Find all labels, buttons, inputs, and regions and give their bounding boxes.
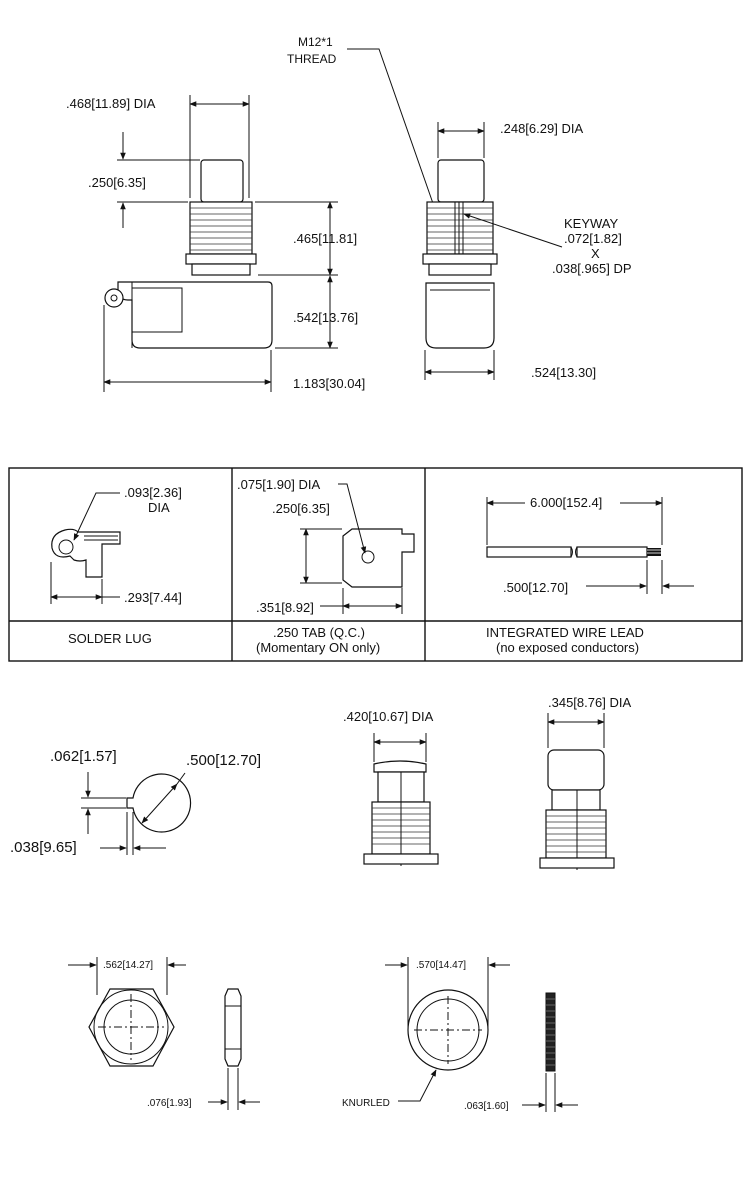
wire-dim-500-label: .500[12.70] <box>503 580 569 595</box>
dim-250-label: .250[6.35] <box>88 175 146 190</box>
panel-cutout <box>10 748 261 856</box>
side-view <box>66 95 365 392</box>
dim-465-label: .465[11.81] <box>293 231 358 246</box>
knurled-label: KNURLED <box>342 1098 390 1109</box>
dia-420-label: .420[10.67] DIA <box>343 709 434 724</box>
cutout-dim-062-label: .062[1.57] <box>50 748 117 765</box>
cutout-dim-500-label: .500[12.70] <box>186 752 262 769</box>
tab-dim-250-label: .250[6.35] <box>272 501 330 516</box>
keyway-038-label: .038[.965] DP <box>552 261 632 276</box>
front-view <box>423 121 632 380</box>
keyway-x-label: X <box>591 246 600 261</box>
cap-variant-tall <box>540 695 631 870</box>
dia-248-label: .248[6.29] DIA <box>500 121 584 136</box>
keyway-072-label: .072[1.82] <box>564 231 622 246</box>
lug-dia-word-label: DIA <box>148 500 170 515</box>
tab-caption-2: (Momentary ON only) <box>256 640 381 655</box>
lug-dim-293-label: .293[7.44] <box>124 590 182 605</box>
dia-468-label: .468[11.89] DIA <box>66 96 156 111</box>
tab-dim-351-label: .351[8.92] <box>256 600 314 615</box>
dim-1183-label: 1.183[30.04] <box>293 376 366 391</box>
cutout-dim-038-label: .038[9.65] <box>10 839 77 856</box>
knurled-nut-views <box>342 957 578 1112</box>
dim-524-label: .524[13.30] <box>531 365 597 380</box>
thread-spec-label: M12*1 <box>298 35 333 49</box>
hex-076-label: .076[1.93] <box>147 1098 192 1109</box>
tab-cell <box>237 477 414 655</box>
dia-345-label: .345[8.76] DIA <box>548 695 632 710</box>
solder-lug-cell <box>51 485 182 646</box>
cap-variant-flat <box>343 709 438 866</box>
hex-nut-views <box>68 957 260 1110</box>
wire-caption-1: INTEGRATED WIRE LEAD <box>486 625 644 640</box>
knurl-063-label: .063[1.60] <box>464 1101 509 1112</box>
keyway-label: KEYWAY <box>564 216 619 231</box>
knurl-570-label: .570[14.47] <box>416 960 467 971</box>
solder-lug-caption: SOLDER LUG <box>68 631 152 646</box>
thread-callout <box>287 35 436 212</box>
lug-dia-093-label: .093[2.36] <box>124 485 182 500</box>
hex-562-label: .562[14.27] <box>103 960 154 971</box>
wire-lead-cell <box>486 495 694 655</box>
wire-dim-6000-label: 6.000[152.4] <box>530 495 603 510</box>
dim-542-label: .542[13.76] <box>293 310 359 325</box>
tab-caption-1: .250 TAB (Q.C.) <box>273 625 365 640</box>
thread-word-label: THREAD <box>287 52 337 66</box>
wire-caption-2: (no exposed conductors) <box>496 640 640 655</box>
tab-dia-075-label: .075[1.90] DIA <box>237 477 321 492</box>
